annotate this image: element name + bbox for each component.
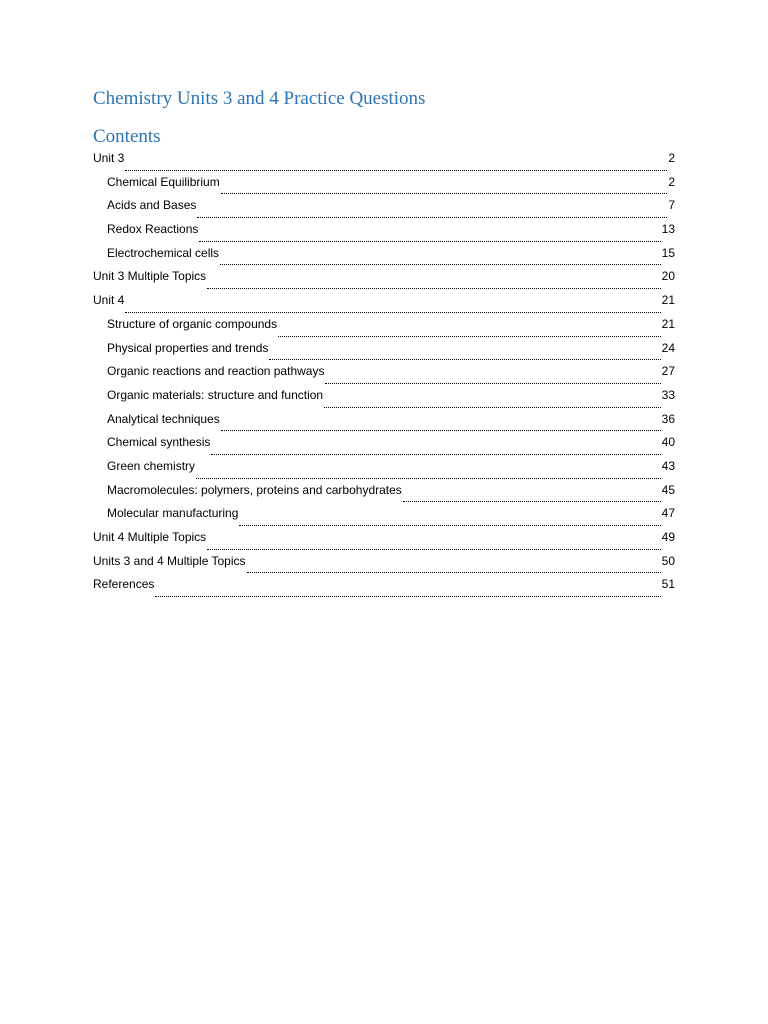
toc-heading: Contents (93, 126, 161, 147)
toc-entry[interactable] (93, 171, 675, 195)
toc-entry-label: Molecular manufacturing (107, 506, 239, 521)
toc-entry-page-number: 50 (661, 553, 675, 568)
toc-entry-page-number: 21 (661, 316, 675, 331)
toc-entry-page-number: 21 (661, 293, 675, 308)
toc-entry-page-number: 45 (661, 482, 675, 497)
toc-entry-label: Physical properties and trends (107, 340, 269, 355)
toc-entry-label: Green chemistry (107, 458, 196, 473)
toc-entry-label: Unit 4 Multiple Topics (93, 530, 207, 544)
toc-entry-label: Chemical Equilibrium (107, 174, 220, 189)
toc-entry-page-number: 15 (661, 245, 675, 260)
toc-entry-label: Structure of organic compounds (107, 316, 278, 331)
toc-entry-page-number: 20 (661, 269, 675, 284)
toc-entry-label: Analytical techniques (107, 411, 220, 426)
toc-dot-leader (324, 399, 661, 408)
toc-dot-leader (197, 209, 667, 218)
toc-dot-leader (207, 280, 660, 289)
toc-entry[interactable] (93, 360, 675, 384)
toc-dot-leader (403, 493, 661, 502)
toc-entry-label: Organic materials: structure and function (107, 387, 324, 402)
toc-entry-label: Electrochemical cells (107, 245, 220, 260)
toc-entry-page-number: 2 (668, 174, 675, 189)
toc-entry-page-number: 49 (661, 530, 675, 544)
toc-entry-label: Redox Reactions (107, 222, 199, 237)
toc-entry-page-number: 7 (668, 198, 675, 213)
toc-entry-label: Acids and Bases (107, 198, 197, 213)
toc-entry[interactable] (93, 313, 675, 337)
toc-dot-leader (239, 517, 660, 526)
toc-dot-leader (278, 328, 661, 337)
toc-entry[interactable] (93, 455, 675, 479)
toc-dot-leader (207, 541, 660, 550)
toc-dot-leader (196, 470, 661, 479)
toc-dot-leader (247, 564, 661, 573)
toc-entry-page-number: 47 (661, 506, 675, 521)
toc-dot-leader (221, 185, 668, 194)
toc-entry-label: Unit 4 (93, 293, 125, 308)
toc-entry[interactable] (93, 218, 675, 242)
toc-entry[interactable] (93, 147, 675, 171)
toc-dot-leader (220, 256, 661, 265)
toc-dot-leader (155, 588, 660, 597)
toc-entry-page-number: 36 (661, 411, 675, 426)
toc-entry[interactable] (93, 289, 675, 313)
toc-entry[interactable] (93, 550, 675, 574)
toc-dot-leader (199, 233, 660, 242)
toc-entry[interactable] (93, 194, 675, 218)
toc-entry-label: Units 3 and 4 Multiple Topics (93, 553, 246, 568)
toc-entry-page-number: 33 (661, 387, 675, 402)
toc-entry[interactable] (93, 526, 675, 550)
toc-entry-label: Organic reactions and reaction pathways (107, 364, 325, 379)
toc-entry[interactable] (93, 242, 675, 266)
document-title: Chemistry Units 3 and 4 Practice Questions (93, 88, 426, 109)
toc-entry-page-number: 51 (661, 577, 675, 592)
table-of-contents (93, 147, 675, 597)
toc-entry-page-number: 13 (661, 222, 675, 237)
toc-dot-leader (221, 422, 661, 431)
toc-entry[interactable] (93, 431, 675, 455)
toc-entry-label: References (93, 577, 155, 592)
toc-entry[interactable] (93, 265, 675, 289)
toc-entry[interactable] (93, 479, 675, 503)
toc-entry-page-number: 40 (661, 435, 675, 450)
toc-entry-label: Macromolecules: polymers, proteins and carbohydrates (107, 482, 402, 497)
toc-entry[interactable] (93, 337, 675, 361)
toc-dot-leader (269, 351, 660, 360)
toc-dot-leader (125, 162, 667, 171)
toc-entry-page-number: 2 (668, 151, 675, 165)
toc-entry[interactable] (93, 408, 675, 432)
toc-entry[interactable] (93, 573, 675, 597)
toc-entry-page-number: 43 (661, 458, 675, 473)
toc-entry[interactable] (93, 502, 675, 526)
toc-entry-page-number: 24 (661, 340, 675, 355)
toc-entry-label: Unit 3 Multiple Topics (93, 269, 207, 284)
toc-entry-page-number: 27 (661, 364, 675, 379)
toc-entry-label: Unit 3 (93, 151, 125, 165)
toc-dot-leader (325, 375, 660, 384)
toc-entry-label: Chemical synthesis (107, 435, 211, 450)
toc-entry[interactable] (93, 384, 675, 408)
toc-dot-leader (125, 304, 660, 313)
toc-dot-leader (211, 446, 660, 455)
